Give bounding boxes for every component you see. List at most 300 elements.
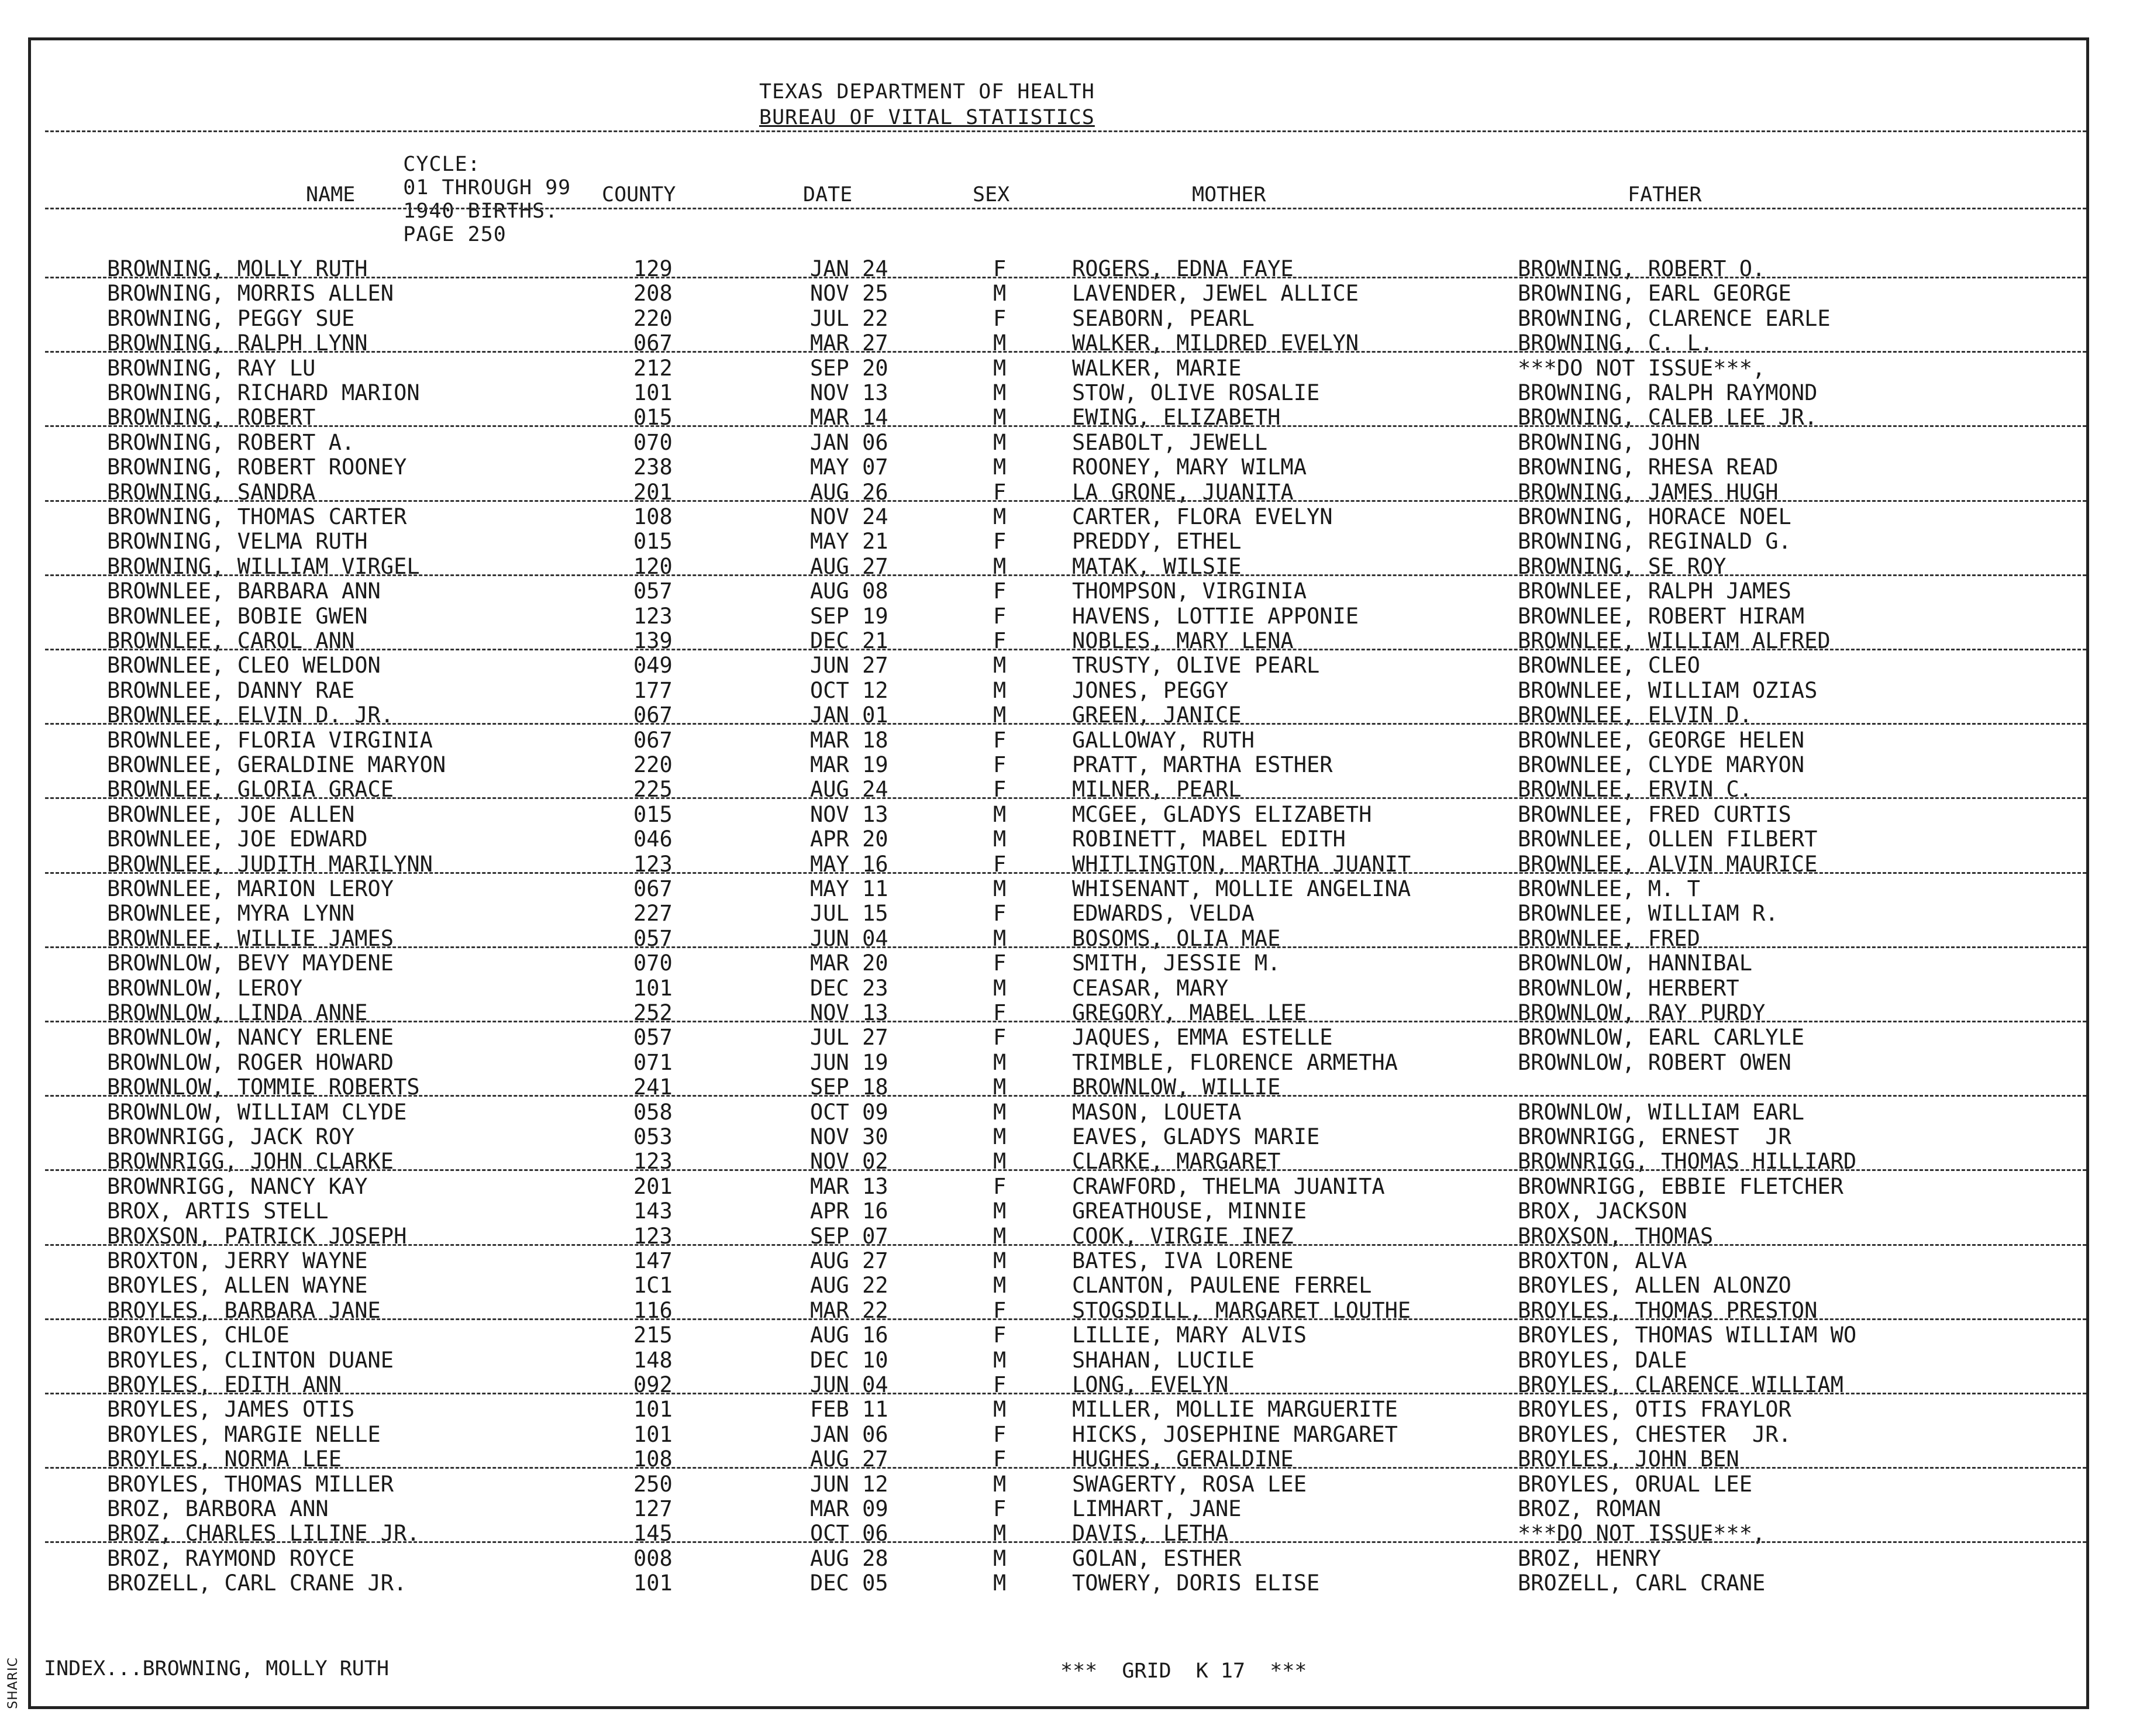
- record-sex: M: [993, 356, 1007, 381]
- record-name: BROWNLEE, CLEO WELDON: [107, 653, 381, 678]
- record-mother: NOBLES, MARY LENA: [1072, 628, 1294, 653]
- record-sex: M: [993, 826, 1007, 852]
- record-father: BROYLES, JOHN BEN: [1518, 1446, 1739, 1472]
- record-sex: M: [993, 1149, 1007, 1174]
- record-mother: JAQUES, EMMA ESTELLE: [1072, 1025, 1333, 1050]
- record-mother: STOGSDILL, MARGARET LOUTHE: [1072, 1298, 1411, 1323]
- record-row: [31, 281, 2086, 306]
- record-sex: F: [993, 1025, 1007, 1050]
- record-father: BROWNLEE, OLLEN FILBERT: [1518, 826, 1818, 852]
- record-sex: M: [993, 1273, 1007, 1298]
- record-father: BROWNING, CLARENCE EARLE: [1518, 306, 1831, 331]
- record-mother: ROBINETT, MABEL EDITH: [1072, 826, 1346, 852]
- record-row: [31, 356, 2086, 381]
- record-row: [31, 877, 2086, 901]
- record-name: BROWNING, RICHARD MARION: [107, 380, 420, 405]
- record-county: 225: [633, 777, 673, 802]
- record-name: BROWNLEE, MARION LEROY: [107, 876, 394, 901]
- record-sex: M: [993, 1570, 1007, 1596]
- record-county: 101: [633, 1397, 673, 1422]
- record-date: JUL 22: [810, 306, 888, 331]
- record-father: BROWNLEE, GEORGE HELEN: [1518, 728, 1805, 753]
- record-county: 108: [633, 504, 673, 529]
- record-name: BROWNLEE, ELVIN D. JR.: [107, 702, 394, 728]
- record-name: BROYLES, MARGIE NELLE: [107, 1422, 381, 1447]
- record-sex: F: [993, 950, 1007, 976]
- record-father: BROWNING, ROBERT O.: [1518, 256, 1766, 281]
- record-sex: F: [993, 1372, 1007, 1397]
- row-separator: [45, 649, 2086, 650]
- record-mother: TOWERY, DORIS ELISE: [1072, 1570, 1320, 1596]
- record-sex: M: [993, 380, 1007, 405]
- record-father: BROYLES, ORUAL LEE: [1518, 1472, 1752, 1497]
- record-mother: GREGORY, MABEL LEE: [1072, 1000, 1307, 1025]
- record-row: [31, 579, 2086, 604]
- record-date: DEC 23: [810, 976, 888, 1001]
- record-date: MAR 13: [810, 1174, 888, 1199]
- record-date: MAY 21: [810, 529, 888, 554]
- record-sex: F: [993, 852, 1007, 877]
- record-row: [31, 1174, 2086, 1199]
- record-sex: F: [993, 306, 1007, 331]
- record-father: BROXSON, THOMAS: [1518, 1224, 1714, 1249]
- record-name: BROWNLOW, NANCY ERLENE: [107, 1025, 394, 1050]
- record-name: BROYLES, ALLEN WAYNE: [107, 1273, 368, 1298]
- record-row: [31, 306, 2086, 331]
- record-father: BROWNLEE, WILLIAM OZIAS: [1518, 678, 1818, 703]
- record-mother: MILNER, PEARL: [1072, 777, 1242, 802]
- record-row: [31, 455, 2086, 480]
- column-header-mother: MOTHER: [1192, 183, 1266, 206]
- divider: [45, 208, 2086, 209]
- record-county: 057: [633, 926, 673, 951]
- record-sex: F: [993, 1322, 1007, 1348]
- record-county: 015: [633, 529, 673, 554]
- record-date: SEP 18: [810, 1074, 888, 1100]
- record-mother: CLANTON, PAULENE FERREL: [1072, 1273, 1372, 1298]
- record-county: 067: [633, 876, 673, 901]
- record-date: FEB 11: [810, 1397, 888, 1422]
- record-name: BROWNLEE, DANNY RAE: [107, 678, 355, 703]
- record-mother: CEASAR, MARY: [1072, 976, 1229, 1001]
- record-sex: M: [993, 1521, 1007, 1546]
- record-name: BROYLES, CHLOE: [107, 1322, 290, 1348]
- record-name: BROYLES, JAMES OTIS: [107, 1397, 355, 1422]
- record-mother: LIMHART, JANE: [1072, 1496, 1242, 1521]
- record-name: BROXSON, PATRICK JOSEPH: [107, 1224, 407, 1249]
- record-county: 177: [633, 678, 673, 703]
- record-mother: MASON, LOUETA: [1072, 1100, 1242, 1125]
- record-date: MAY 07: [810, 454, 888, 480]
- record-row: [31, 901, 2086, 926]
- record-sex: M: [993, 405, 1007, 430]
- grid-label: *** GRID K 17 ***: [1060, 1659, 1307, 1683]
- record-row: [31, 529, 2086, 554]
- record-mother: BATES, IVA LORENE: [1072, 1248, 1294, 1273]
- record-mother: SEABOLT, JEWELL: [1072, 430, 1268, 455]
- record-name: BROX, ARTIS STELL: [107, 1198, 329, 1224]
- record-county: 046: [633, 826, 673, 852]
- record-mother: SMITH, JESSIE M.: [1072, 950, 1281, 976]
- record-row: [31, 604, 2086, 629]
- cycle-line: [352, 129, 571, 270]
- record-father: BROWNING, EARL GEORGE: [1518, 281, 1791, 306]
- record-row: [31, 753, 2086, 777]
- record-mother: LAVENDER, JEWEL ALLICE: [1072, 281, 1359, 306]
- row-separator: [45, 1169, 2086, 1171]
- record-date: JUL 27: [810, 1025, 888, 1050]
- record-name: BROWNRIGG, JOHN CLARKE: [107, 1149, 394, 1174]
- record-father: BROWNRIGG, EBBIE FLETCHER: [1518, 1174, 1843, 1199]
- record-father: BROWNLEE, ELVIN D.: [1518, 702, 1752, 728]
- record-father: BROWNING, RALPH RAYMOND: [1518, 380, 1818, 405]
- record-name: BROWNLEE, JOE EDWARD: [107, 826, 368, 852]
- record-row: [31, 653, 2086, 678]
- record-row: [31, 1571, 2086, 1596]
- record-father: BROYLES, CHESTER JR.: [1518, 1422, 1791, 1447]
- record-county: 092: [633, 1372, 673, 1397]
- record-row: [31, 1273, 2086, 1298]
- record-county: 250: [633, 1472, 673, 1497]
- record-mother: MCGEE, GLADYS ELIZABETH: [1072, 802, 1372, 827]
- record-mother: HICKS, JOSEPHINE MARGARET: [1072, 1422, 1398, 1447]
- record-date: SEP 19: [810, 604, 888, 629]
- record-name: BROWNLOW, TOMMIE ROBERTS: [107, 1074, 420, 1100]
- record-sex: M: [993, 1100, 1007, 1125]
- record-sex: M: [993, 926, 1007, 951]
- record-father: BROWNING, REGINALD G.: [1518, 529, 1791, 554]
- record-name: BROWNRIGG, JACK ROY: [107, 1124, 355, 1149]
- record-mother: LONG, EVELYN: [1072, 1372, 1229, 1397]
- record-date: MAR 22: [810, 1298, 888, 1323]
- record-name: BROYLES, EDITH ANN: [107, 1372, 342, 1397]
- record-county: 220: [633, 752, 673, 777]
- row-separator: [45, 425, 2086, 427]
- record-mother: DAVIS, LETHA: [1072, 1521, 1229, 1546]
- record-date: AUG 27: [810, 1446, 888, 1472]
- record-mother: SHAHAN, LUCILE: [1072, 1348, 1255, 1373]
- record-name: BROWNING, SANDRA: [107, 480, 316, 505]
- record-date: MAR 19: [810, 752, 888, 777]
- record-sex: M: [993, 430, 1007, 455]
- record-county: 123: [633, 604, 673, 629]
- record-father: BROWNING, C. L.: [1518, 330, 1714, 356]
- index-label: INDEX...BROWNING, MOLLY RUTH: [44, 1657, 390, 1680]
- record-mother: CRAWFORD, THELMA JUANITA: [1072, 1174, 1385, 1199]
- row-separator: [45, 1467, 2086, 1469]
- record-sex: F: [993, 628, 1007, 653]
- record-date: NOV 02: [810, 1149, 888, 1174]
- record-row: [31, 1323, 2086, 1348]
- record-county: 201: [633, 480, 673, 505]
- column-header-county: COUNTY: [602, 183, 676, 206]
- row-separator: [45, 1318, 2086, 1320]
- record-mother: TRUSTY, OLIVE PEARL: [1072, 653, 1320, 678]
- record-county: 071: [633, 1050, 673, 1075]
- record-name: BROWNING, WILLIAM VIRGEL: [107, 554, 420, 579]
- record-father: BROWNING, SE ROY: [1518, 554, 1727, 579]
- record-date: AUG 28: [810, 1546, 888, 1571]
- record-county: 139: [633, 628, 673, 653]
- row-separator: [45, 1541, 2086, 1543]
- record-sex: M: [993, 1050, 1007, 1075]
- record-father: BROWNRIGG, THOMAS HILLIARD: [1518, 1149, 1857, 1174]
- record-sex: M: [993, 1397, 1007, 1422]
- record-county: 220: [633, 306, 673, 331]
- record-date: MAR 20: [810, 950, 888, 976]
- record-date: JUN 19: [810, 1050, 888, 1075]
- record-county: 123: [633, 1149, 673, 1174]
- record-row: [31, 1422, 2086, 1447]
- record-date: NOV 30: [810, 1124, 888, 1149]
- record-name: BROYLES, THOMAS MILLER: [107, 1472, 394, 1497]
- record-date: DEC 10: [810, 1348, 888, 1373]
- row-separator: [45, 946, 2086, 948]
- row-separator: [45, 872, 2086, 874]
- record-row: [31, 976, 2086, 1001]
- record-father: BROWNING, JOHN: [1518, 430, 1700, 455]
- record-county: 008: [633, 1546, 673, 1571]
- record-sex: F: [993, 1174, 1007, 1199]
- record-father: BROWNING, HORACE NOEL: [1518, 504, 1791, 529]
- record-mother: THOMPSON, VIRGINIA: [1072, 578, 1307, 604]
- record-county: 101: [633, 380, 673, 405]
- row-separator: [45, 351, 2086, 353]
- record-date: OCT 06: [810, 1521, 888, 1546]
- record-mother: MILLER, MOLLIE MARGUERITE: [1072, 1397, 1398, 1422]
- record-date: SEP 20: [810, 356, 888, 381]
- record-mother: BROWNLOW, WILLIE: [1072, 1074, 1281, 1100]
- record-sex: M: [993, 454, 1007, 480]
- record-mother: TRIMBLE, FLORENCE ARMETHA: [1072, 1050, 1398, 1075]
- record-name: BROWNLEE, CAROL ANN: [107, 628, 355, 653]
- record-date: AUG 27: [810, 1248, 888, 1273]
- record-county: 057: [633, 1025, 673, 1050]
- record-father: BROYLES, ALLEN ALONZO: [1518, 1273, 1791, 1298]
- record-county: 147: [633, 1248, 673, 1273]
- record-county: 238: [633, 454, 673, 480]
- record-sex: M: [993, 554, 1007, 579]
- row-separator: [45, 1021, 2086, 1022]
- record-row: [31, 430, 2086, 455]
- cycle-label: CYCLE:: [403, 153, 481, 176]
- record-father: BROWNLEE, ALVIN MAURICE: [1518, 852, 1818, 877]
- record-name: BROWNLOW, WILLIAM CLYDE: [107, 1100, 407, 1125]
- record-date: NOV 13: [810, 1000, 888, 1025]
- record-county: 208: [633, 281, 673, 306]
- record-father: BROWNING, RHESA READ: [1518, 454, 1779, 480]
- record-name: BROWNLEE, BARBARA ANN: [107, 578, 381, 604]
- column-header-date: DATE: [803, 183, 853, 206]
- record-father: BROWNLEE, CLYDE MARYON: [1518, 752, 1805, 777]
- record-name: BROWNING, RALPH LYNN: [107, 330, 368, 356]
- record-name: BROWNING, ROBERT: [107, 405, 316, 430]
- record-father: BROYLES, CLARENCE WILLIAM: [1518, 1372, 1843, 1397]
- record-father: BROYLES, THOMAS WILLIAM WO: [1518, 1322, 1857, 1348]
- record-father: BROZELL, CARL CRANE: [1518, 1570, 1766, 1596]
- record-county: 123: [633, 1224, 673, 1249]
- record-date: AUG 26: [810, 480, 888, 505]
- record-date: AUG 27: [810, 554, 888, 579]
- record-date: AUG 22: [810, 1273, 888, 1298]
- record-county: 241: [633, 1074, 673, 1100]
- record-name: BROWNING, ROBERT A.: [107, 430, 355, 455]
- column-header-father: FATHER: [1628, 183, 1702, 206]
- record-county: 101: [633, 1570, 673, 1596]
- record-mother: GREEN, JANICE: [1072, 702, 1242, 728]
- record-date: AUG 24: [810, 777, 888, 802]
- record-sex: M: [993, 330, 1007, 356]
- year-label: 1940 BIRTHS.: [403, 199, 559, 223]
- record-county: 123: [633, 852, 673, 877]
- record-name: BROWNLEE, JOE ALLEN: [107, 802, 355, 827]
- record-county: 227: [633, 901, 673, 926]
- record-father: BROWNLOW, WILLIAM EARL: [1518, 1100, 1805, 1125]
- record-date: OCT 09: [810, 1100, 888, 1125]
- record-mother: EWING, ELIZABETH: [1072, 405, 1281, 430]
- record-date: JAN 24: [810, 256, 888, 281]
- page-label: PAGE 250: [403, 223, 506, 246]
- record-date: SEP 07: [810, 1224, 888, 1249]
- record-date: DEC 05: [810, 1570, 888, 1596]
- record-county: 015: [633, 405, 673, 430]
- record-county: 067: [633, 702, 673, 728]
- record-sex: F: [993, 1422, 1007, 1447]
- record-date: NOV 24: [810, 504, 888, 529]
- row-separator: [45, 723, 2086, 725]
- record-mother: LA GRONE, JUANITA: [1072, 480, 1294, 505]
- record-mother: COOK, VIRGIE INEZ: [1072, 1224, 1294, 1249]
- record-date: JAN 06: [810, 430, 888, 455]
- record-sex: F: [993, 777, 1007, 802]
- record-mother: LILLIE, MARY ALVIS: [1072, 1322, 1307, 1348]
- record-father: BROWNLEE, M. T: [1518, 876, 1700, 901]
- record-date: APR 20: [810, 826, 888, 852]
- record-row: [31, 951, 2086, 976]
- bureau-title: BUREAU OF VITAL STATISTICS: [759, 106, 1095, 129]
- record-county: 053: [633, 1124, 673, 1149]
- record-sex: M: [993, 1224, 1007, 1249]
- record-row: [31, 1546, 2086, 1571]
- record-county: 067: [633, 330, 673, 356]
- record-sex: M: [993, 1124, 1007, 1149]
- record-father: BROWNLEE, WILLIAM R.: [1518, 901, 1779, 926]
- record-father: ***DO NOT ISSUE***,: [1518, 1521, 1766, 1546]
- record-father: BROWNRIGG, ERNEST JR: [1518, 1124, 1791, 1149]
- record-county: 070: [633, 430, 673, 455]
- record-date: JAN 06: [810, 1422, 888, 1447]
- row-separator: [45, 797, 2086, 799]
- record-date: MAY 11: [810, 876, 888, 901]
- record-sex: M: [993, 802, 1007, 827]
- record-sex: M: [993, 1074, 1007, 1100]
- record-sex: F: [993, 480, 1007, 505]
- department-title: TEXAS DEPARTMENT OF HEALTH: [759, 80, 1095, 104]
- record-sex: F: [993, 728, 1007, 753]
- row-separator: [45, 1244, 2086, 1246]
- record-row: [31, 1100, 2086, 1125]
- column-header-name: NAME: [306, 183, 356, 206]
- record-name: BROWNING, ROBERT ROONEY: [107, 454, 407, 480]
- row-separator: [45, 277, 2086, 278]
- record-row: [31, 1025, 2086, 1050]
- record-county: 143: [633, 1198, 673, 1224]
- record-sex: F: [993, 578, 1007, 604]
- record-name: BROWNING, PEGGY SUE: [107, 306, 355, 331]
- record-sex: M: [993, 1198, 1007, 1224]
- record-father: BROWNLEE, RALPH JAMES: [1518, 578, 1791, 604]
- record-row: [31, 1397, 2086, 1422]
- record-father: BROWNLEE, WILLIAM ALFRED: [1518, 628, 1831, 653]
- record-father: BROWNLOW, HANNIBAL: [1518, 950, 1752, 976]
- record-mother: PRATT, MARTHA ESTHER: [1072, 752, 1333, 777]
- record-date: MAR 09: [810, 1496, 888, 1521]
- record-mother: BOSOMS, OLIA MAE: [1072, 926, 1281, 951]
- record-sex: F: [993, 604, 1007, 629]
- record-county: 201: [633, 1174, 673, 1199]
- record-mother: ROONEY, MARY WILMA: [1072, 454, 1307, 480]
- record-county: 058: [633, 1100, 673, 1125]
- record-mother: EAVES, GLADYS MARIE: [1072, 1124, 1320, 1149]
- record-mother: STOW, OLIVE ROSALIE: [1072, 380, 1320, 405]
- record-mother: HUGHES, GERALDINE: [1072, 1446, 1294, 1472]
- record-sex: M: [993, 281, 1007, 306]
- record-mother: ROGERS, EDNA FAYE: [1072, 256, 1294, 281]
- record-name: BROWNLOW, LINDA ANNE: [107, 1000, 368, 1025]
- record-sex: F: [993, 529, 1007, 554]
- record-row: [31, 1249, 2086, 1273]
- record-date: JUL 15: [810, 901, 888, 926]
- record-name: BROZ, RAYMOND ROYCE: [107, 1546, 355, 1571]
- record-mother: CARTER, FLORA EVELYN: [1072, 504, 1333, 529]
- record-father: BROWNLEE, FRED CURTIS: [1518, 802, 1791, 827]
- record-date: NOV 13: [810, 802, 888, 827]
- record-name: BROWNLOW, BEVY MAYDENE: [107, 950, 394, 976]
- record-name: BROWNLEE, JUDITH MARILYNN: [107, 852, 433, 877]
- record-row: [31, 381, 2086, 405]
- record-sex: F: [993, 1496, 1007, 1521]
- record-mother: HAVENS, LOTTIE APPONIE: [1072, 604, 1359, 629]
- record-name: BROWNLOW, LEROY: [107, 976, 303, 1001]
- record-county: 057: [633, 578, 673, 604]
- record-name: BROWNLEE, BOBIE GWEN: [107, 604, 368, 629]
- record-row: [31, 1472, 2086, 1497]
- record-date: AUG 16: [810, 1322, 888, 1348]
- record-name: BROXTON, JERRY WAYNE: [107, 1248, 368, 1273]
- record-name: BROWNING, MORRIS ALLEN: [107, 281, 394, 306]
- record-name: BROWNLEE, WILLIE JAMES: [107, 926, 394, 951]
- record-name: BROYLES, BARBARA JANE: [107, 1298, 381, 1323]
- record-mother: PREDDY, ETHEL: [1072, 529, 1242, 554]
- record-sex: M: [993, 1248, 1007, 1273]
- record-county: 148: [633, 1348, 673, 1373]
- record-county: 101: [633, 1422, 673, 1447]
- record-date: DEC 21: [810, 628, 888, 653]
- record-name: BROWNLOW, ROGER HOWARD: [107, 1050, 394, 1075]
- record-sex: M: [993, 702, 1007, 728]
- record-county: 1C1: [633, 1273, 673, 1298]
- record-father: BROYLES, THOMAS PRESTON: [1518, 1298, 1818, 1323]
- record-row: [31, 802, 2086, 827]
- record-county: 127: [633, 1496, 673, 1521]
- record-father: BROXTON, ALVA: [1518, 1248, 1687, 1273]
- record-date: JUN 12: [810, 1472, 888, 1497]
- record-sex: M: [993, 678, 1007, 703]
- record-row: [31, 1050, 2086, 1075]
- record-sex: M: [993, 1546, 1007, 1571]
- record-name: BROZ, BARBORA ANN: [107, 1496, 329, 1521]
- record-name: BROYLES, NORMA LEE: [107, 1446, 342, 1472]
